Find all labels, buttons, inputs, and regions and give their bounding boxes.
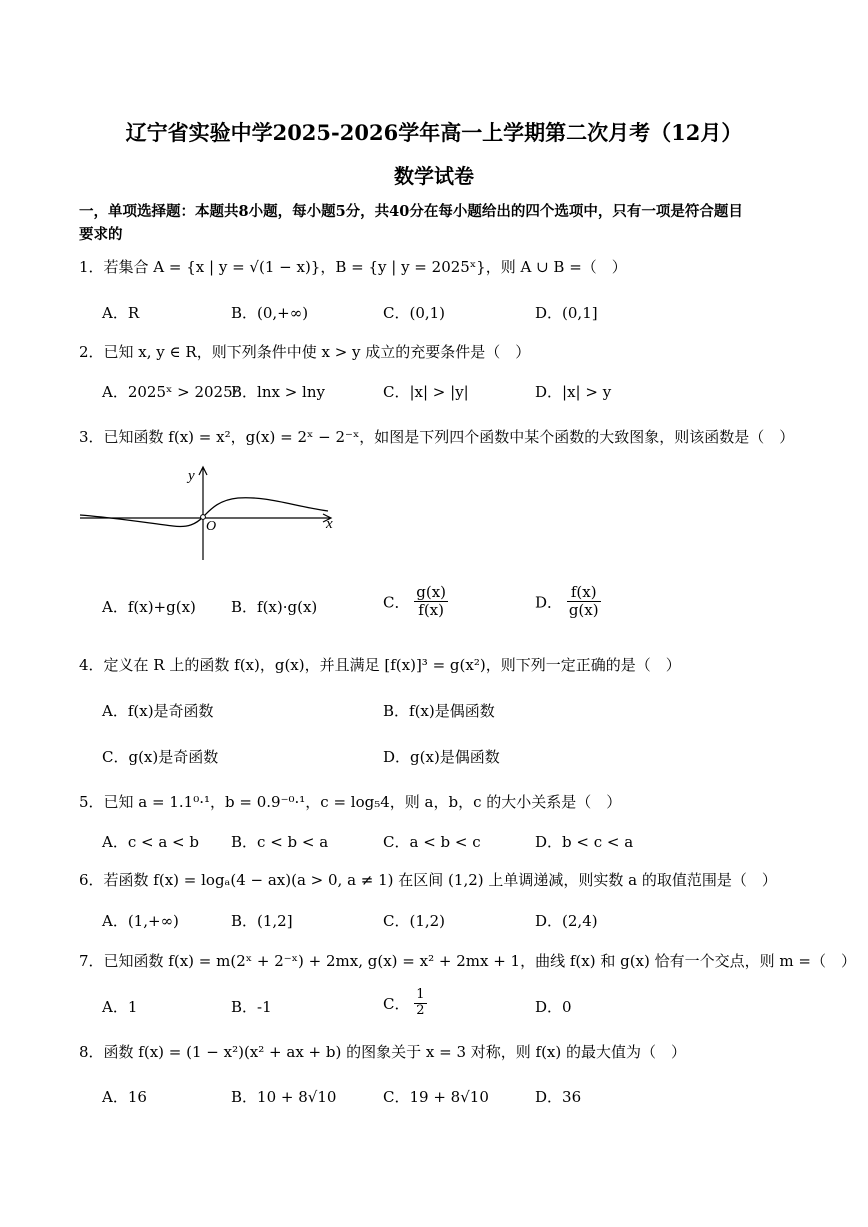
- question-8-option-a: A．16: [102, 1088, 147, 1106]
- question-2-stem: 2．已知 x, y ∈ R，则下列条件中使 x > y 成立的充要条件是（ ）: [79, 343, 531, 361]
- question-1-option-b: B．(0,+∞): [231, 304, 309, 322]
- question-2-option-d: D．|x| > y: [535, 383, 612, 401]
- x-axis-label: x: [326, 516, 333, 532]
- question-6-option-d: D．(2,4): [535, 912, 598, 930]
- fraction-denominator: g(x): [568, 601, 599, 620]
- y-axis-label: y: [188, 468, 195, 484]
- question-7-option-d: D．0: [535, 998, 572, 1016]
- question-2-option-b: B．lnx > lny: [231, 383, 325, 401]
- question-1-option-d: D．(0,1]: [535, 304, 598, 322]
- question-3-graph: [78, 460, 343, 562]
- section-heading-line1: 一，单项选择题：本题共8小题，每小题5分，共40分在每小题给出的四个选项中，只有一项是符合题目: [79, 203, 743, 220]
- question-1-stem: 1．若集合 A = {x | y = √(1 − x)}，B = {y | y = 2025ˣ}，则 A ∪ B =（ ）: [79, 258, 627, 276]
- question-8-option-c: C．19 + 8√10: [383, 1088, 489, 1106]
- function-curve: [80, 498, 328, 527]
- question-4-option-b: B．f(x)是偶函数: [383, 702, 495, 720]
- fraction-denominator: 2: [416, 1002, 425, 1018]
- question-5-option-c: C．a < b < c: [383, 833, 481, 851]
- question-5-option-d: D．b < c < a: [535, 833, 634, 851]
- question-4-option-c: C．g(x)是奇函数: [102, 748, 219, 766]
- question-3-stem: 3．已知函数 f(x) = x²，g(x) = 2ˣ − 2⁻ˣ，如图是下列四个函数中某个函数的大致图象，则该函数是（ ）: [79, 428, 795, 446]
- question-1-option-a: A．R: [102, 304, 140, 322]
- question-6-option-b: B．(1,2]: [231, 912, 293, 930]
- question-3-option-c-label: C．: [383, 593, 410, 612]
- origin-label: O: [206, 519, 217, 534]
- question-4-option-d: D．g(x)是偶函数: [383, 748, 500, 766]
- question-2-option-a: A．2025ˣ > 2025ʸ: [102, 383, 239, 401]
- question-3-option-d-fraction: [567, 584, 601, 620]
- section-heading-line2: 要求的: [79, 226, 123, 243]
- question-7-option-c: [383, 988, 427, 1019]
- question-3-option-d-label: D．: [535, 593, 563, 612]
- question-6-option-a: A．(1,+∞): [102, 912, 179, 930]
- question-3-option-b: B．f(x)·g(x): [231, 598, 318, 616]
- fraction-numerator: 1: [416, 987, 425, 1002]
- question-7-stem: 7．已知函数 f(x) = m(2ˣ + 2⁻ˣ) + 2mx, g(x) = x² + 2mx + 1，曲线 f(x) 和 g(x) 恰有一个交点，则 m =（ ）: [79, 952, 856, 970]
- question-8-stem: 8．函数 f(x) = (1 − x²)(x² + ax + b) 的图象关于 x = 3 对称，则 f(x) 的最大值为（ ）: [79, 1043, 687, 1061]
- question-5-stem: 5．已知 a = 1.1⁰·¹，b = 0.9⁻⁰·¹，c = log₅4，则 a，b，c 的大小关系是（ ）: [79, 793, 622, 811]
- question-7-option-b: B．-1: [231, 998, 272, 1016]
- question-3-option-c: [383, 584, 448, 620]
- question-3-option-d: [535, 584, 601, 620]
- question-7-option-c-fraction: [414, 988, 426, 1019]
- question-4-stem: 4．定义在 R 上的函数 f(x)，g(x)，并且满足 [f(x)]³ = g(x²)，则下列一定正确的是（ ）: [79, 656, 681, 674]
- question-2-option-c: C．|x| > |y|: [383, 383, 469, 401]
- fraction-denominator: f(x): [418, 601, 444, 620]
- exam-title: 辽宁省实验中学2025-2026学年高一上学期第二次月考（12月）: [125, 120, 743, 145]
- question-5-option-b: B．c < b < a: [231, 833, 329, 851]
- question-8-option-d: D．36: [535, 1088, 582, 1106]
- question-3-option-a: A．f(x)+g(x): [102, 598, 196, 616]
- fraction-numerator: f(x): [567, 584, 601, 602]
- question-1-option-c: C．(0,1): [383, 304, 446, 322]
- question-6-option-c: C．(1,2): [383, 912, 446, 930]
- question-7-option-a: A．1: [102, 998, 138, 1016]
- question-7-option-c-label: C．: [383, 994, 410, 1013]
- fraction-numerator: g(x): [416, 583, 447, 601]
- question-5-option-a: A．c < a < b: [102, 833, 199, 851]
- question-3-option-c-fraction: [414, 584, 448, 620]
- question-6-stem: 6．若函数 f(x) = logₐ(4 − ax)(a > 0, a ≠ 1) 在区间 (1,2) 上单调递减，则实数 a 的取值范围是（ ）: [79, 871, 777, 889]
- exam-subtitle: 数学试卷: [394, 164, 474, 188]
- question-4-option-a: A．f(x)是奇函数: [102, 702, 214, 720]
- question-8-option-b: B．10 + 8√10: [231, 1088, 337, 1106]
- origin-point: [201, 515, 206, 520]
